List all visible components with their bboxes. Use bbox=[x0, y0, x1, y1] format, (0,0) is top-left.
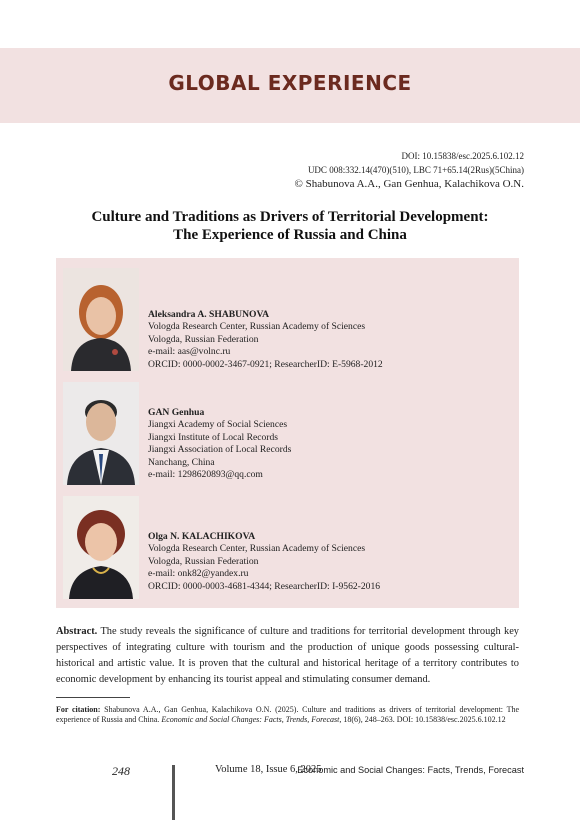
author-affiliation: Jiangxi Academy of Social Sciences bbox=[148, 419, 288, 431]
author-info bbox=[148, 531, 380, 593]
author-card bbox=[56, 261, 519, 369]
author-name: Olga N. KALACHIKOVA bbox=[148, 531, 256, 542]
author-name: Aleksandra A. SHABUNOVA bbox=[148, 309, 270, 320]
author-affiliation: Jiangxi Institute of Local Records bbox=[148, 431, 279, 443]
author-email: e-mail: aas@volnc.ru bbox=[148, 346, 231, 358]
citation bbox=[56, 705, 519, 725]
author-location: Vologda, Russian Federation bbox=[148, 555, 259, 567]
author-name: GAN Genhua bbox=[148, 407, 205, 418]
author-affiliation: Vologda Research Center, Russian Academy of Sciences bbox=[148, 543, 366, 555]
abstract-label: Abstract. bbox=[56, 626, 98, 637]
abstract-text: The study reveals the significance of culture and traditions for territorial development through key perspectives of integrating culture with tourism and the production of unique goods possessing cultural-historical and artistic value. It is proven that the cultural and historical heritage of a territory contributes to economic development by enhancing its tourist appeal and stimulating consumer demand. bbox=[56, 626, 519, 685]
footnote-divider bbox=[56, 697, 130, 698]
article-title bbox=[40, 208, 540, 244]
author-photo bbox=[63, 496, 139, 599]
footer-divider bbox=[172, 765, 175, 820]
udc-lbc: UDC 008:332.14(470)(510), LBC 71+65.14(2Rus)(5China) bbox=[307, 165, 524, 175]
author-email: e-mail: onk82@yandex.ru bbox=[148, 568, 249, 580]
author-card bbox=[56, 489, 519, 597]
section-title: GLOBAL EXPERIENCE bbox=[168, 71, 412, 95]
title-line-1: Culture and Traditions as Drivers of Territorial Development: bbox=[91, 209, 489, 225]
author-ids: ORCID: 0000-0002-3467-0921; ResearcherID: E-5968-2012 bbox=[148, 358, 383, 370]
citation-details: , 18(6), 248–263. DOI: 10.15838/esc.2025.6.102.12 bbox=[339, 715, 506, 725]
page-number: 248 bbox=[112, 764, 130, 778]
abstract bbox=[56, 624, 519, 688]
citation-journal: Economic and Social Changes: Facts, Trends, Forecast bbox=[161, 715, 340, 725]
author-affiliation: Vologda Research Center, Russian Academy of Sciences bbox=[148, 321, 366, 333]
doi: DOI: 10.15838/esc.2025.6.102.12 bbox=[401, 151, 524, 161]
author-location: Nanchang, China bbox=[148, 456, 215, 468]
author-info bbox=[148, 407, 291, 481]
author-photo bbox=[63, 382, 139, 485]
author-location: Vologda, Russian Federation bbox=[148, 333, 259, 345]
author-card bbox=[56, 375, 519, 483]
copyright: © Shabunova A.A., Gan Genhua, Kalachikova O.N. bbox=[294, 178, 524, 190]
author-affiliation: Jiangxi Association of Local Records bbox=[148, 444, 292, 456]
title-line-2: The Experience of Russia and China bbox=[173, 227, 407, 243]
volume-info: Volume 18, Issue 6, 2025 bbox=[215, 764, 322, 775]
citation-text: Shabunova A.A., Gan Genhua, Kalachikova O.N. (2025). Culture and traditions as drivers of territorial development: The experience of Russia and China. bbox=[56, 705, 520, 725]
author-photo bbox=[63, 268, 139, 371]
author-email: e-mail: 1298620893@qq.com bbox=[148, 469, 263, 481]
journal-name: Economic and Social Changes: Facts, Trends, Forecast bbox=[297, 765, 524, 775]
authors-box bbox=[56, 258, 519, 608]
author-info bbox=[148, 309, 383, 371]
author-ids: ORCID: 0000-0003-4681-4344; ResearcherID: I-9562-2016 bbox=[148, 580, 381, 592]
citation-label: For citation: bbox=[56, 705, 101, 714]
